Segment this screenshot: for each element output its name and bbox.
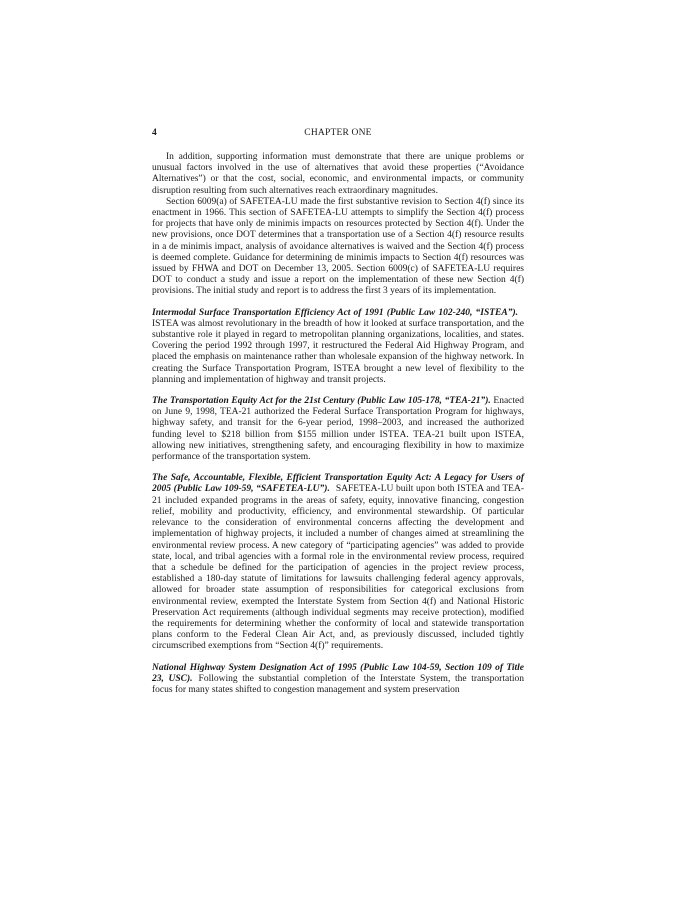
- section-heading: The Safe, Accountable, Flexible, Efficient Transportation Equity Act: A Legacy for Users of 2005 (Public Law 109-59, “SAFETEA-LU”).: [152, 473, 524, 495]
- section-heading: National Highway System Designation Act of 1995 (Public Law 104-59, Section 109 of Title 23, USC).: [152, 662, 524, 684]
- chapter-title: CHAPTER ONE: [304, 128, 372, 138]
- section-heading: Intermodal Surface Transportation Efficiency Act of 1991 (Public Law 102-240, “ISTEA”).: [152, 307, 518, 318]
- page-number: 4: [152, 128, 157, 138]
- section-text: ISTEA was almost revolutionary in the breadth of how it looked at surface transportation, and the substantive role it played in regard to metropolitan planning organizations, localities, and states. Covering the period 1992 through 1997, it restructured the Federal Aid Highway Program, and placed the emphasis on maintenance rather than wholesale expansion of the highway network. In creating the Surface Transportation Program, ISTEA brought a new level of flexibility to the planning and implementation of highway and transit projects.: [152, 318, 524, 385]
- section-heading: The Transportation Equity Act for the 21st Century (Public Law 105-178, “TEA-21”).: [152, 396, 491, 407]
- section-nhs-designation: [152, 663, 524, 697]
- body-text: [152, 152, 524, 696]
- section-safetea-lu: [152, 473, 524, 652]
- section-tea-21: [152, 396, 524, 463]
- section-text: Following the substantial completion of the Interstate System, the transportation focus for many states shifted to congestion management and system preservation: [152, 673, 524, 695]
- paragraph-section-6009: Section 6009(a) of SAFETEA-LU made the first substantive revision to Section 4(f) since its enactment in 1966. This section of SAFETEA-LU attempts to simplify the Section 4(f) process for projects that have only de minimis impacts on resources protected by Section 4(f). Under the new provisions, once DOT determines that a transportation use of a Section 4(f) resource results in a de minimis impact, analysis of avoidance alternatives is waived and the Section 4(f) process is deemed complete. Guidance for determining de minimis impacts to Section 4(f) resources was issued by FHWA and DOT on December 13, 2005. Section 6009(c) of SAFETEA-LU requires DOT to conduct a study and issue a report on the implementation of these new Section 4(f) provisions. The initial study and report is to address the first 3 years of its implementation.: [152, 196, 524, 297]
- paragraph-avoidance-alternatives: In addition, supporting information must demonstrate that there are unique problems or unusual factors involved in the use of alternatives that avoid these properties (“Avoidance Alternatives”) or that the cost, social, economic, and environmental impacts, or community disruption resulting from such alternatives reach extraordinary magnitudes.: [152, 152, 524, 196]
- running-header: [152, 127, 524, 139]
- section-text: SAFETEA-LU built upon both ISTEA and TEA-21 included expanded programs in the areas of safety, equity, innovative financing, congestion relief, mobility and productivity, efficiency, and environmental stewardship. Of particular relevance to the consideration of environmental concerns affecting the development and implementation of highway projects, it included a number of changes aimed at streamlining the environmental review process. A new category of “participating agencies” was added to provide state, local, and tribal agencies with a formal role in the environmental review process, required that a schedule be defined for the participation of agencies in the project review process, established a 180-day statute of limitations for lawsuits challenging federal agency approvals, allowed for broader state assumption of responsibilities for categorical exclusions from environmental review, exempted the Interstate System from Section 4(f) and National Historic Preservation Act requirements (although individual segments may receive protection), modified the requirements for determining whether the conformity of local and statewide transportation plans conform to the Federal Clean Air Act, and, as previously discussed, included tightly circumscribed exemptions from “Section 4(f)” requirements.: [152, 484, 524, 652]
- section-istea: [152, 308, 524, 386]
- section-text: Enacted on June 9, 1998, TEA-21 authorized the Federal Surface Transportation Program for highways, highway safety, and transit for the 6-year period, 1998–2003, and increased the authorized funding level to $218 billion from $155 million under ISTEA. TEA-21 built upon ISTEA, allowing new initiatives, strengthening safety, and encouraging flexibility in how to maximize performance of the transportation system.: [152, 396, 524, 463]
